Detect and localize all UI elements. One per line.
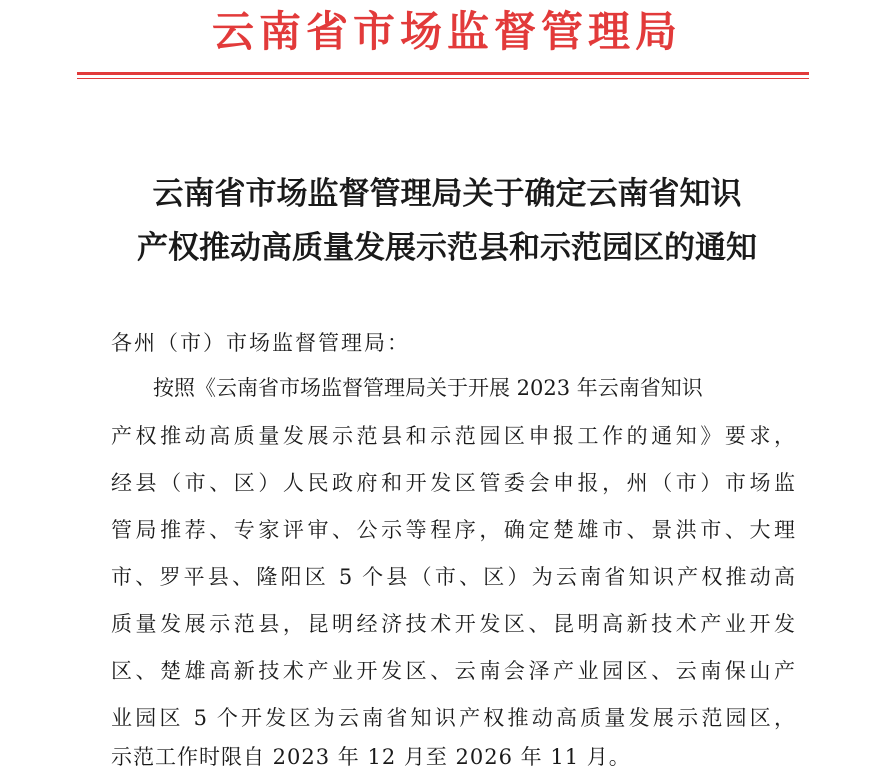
body-line-1: 按照《云南省市场监督管理局关于开展 2023 年云南省知识 [153,376,703,400]
letterhead-rule-thin [77,78,809,79]
letterhead-rule-thick [77,72,809,75]
body-line-6: 质量发展示范县，昆明经济技术开发区、昆明高新技术产业开发 [111,612,795,636]
body-line-5: 市、罗平县、隆阳区 5 个县（市、区）为云南省知识产权推动高 [111,565,795,589]
letterhead-org-name: 云南省市场监督管理局 [211,7,682,56]
document-title-line-2: 产权推动高质量发展示范县和示范园区的通知 [137,230,757,266]
body-line-4: 管局推荐、专家评审、公示等程序，确定楚雄市、景洪市、大理 [111,518,795,542]
body-line-7: 区、楚雄高新技术产业开发区、云南会泽产业园区、云南保山产 [111,659,795,683]
body-line-2: 产权推动高质量发展示范县和示范园区申报工作的通知》要求， [111,424,795,448]
salutation: 各州（市）市场监督管理局： [111,331,410,355]
body-line-3: 经县（市、区）人民政府和开发区管委会申报，州（市）市场监 [111,471,795,495]
body-line-8: 业园区 5 个开发区为云南省知识产权推动高质量发展示范园区， [111,706,795,730]
document-title-line-1: 云南省市场监督管理局关于确定云南省知识 [152,176,742,212]
body-line-9: 示范工作时限自 2023 年 12 月至 2026 年 11 月。 [111,745,631,769]
